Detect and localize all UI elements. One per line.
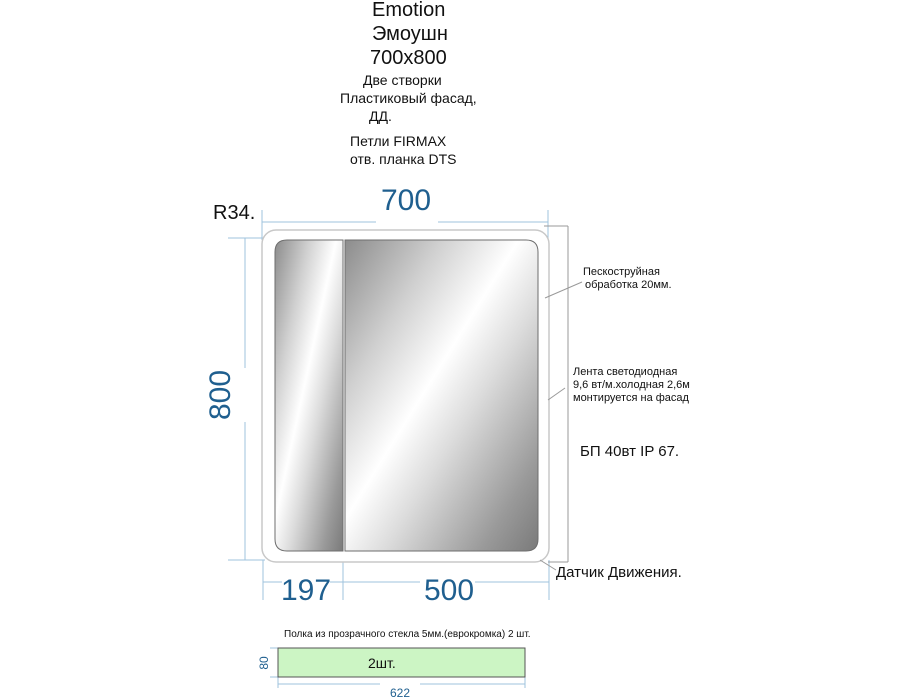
model-size: 700х800: [370, 47, 447, 69]
led-note-line1: Лента светодиодная: [573, 366, 678, 378]
dd-note: ДД.: [369, 108, 392, 124]
led-note-line3: монтируется на фасад: [573, 392, 689, 404]
shelf-quantity: 2шт.: [368, 655, 396, 671]
mirror-door-left: [275, 240, 343, 551]
sandblast-note-line1: Пескоструйная: [583, 266, 660, 278]
hinges-note: Петли FIRMAX: [350, 133, 447, 149]
shelf-glass: [278, 648, 525, 677]
model-name: Emotion: [372, 0, 446, 21]
corner-radius-label: R34.: [213, 202, 256, 224]
power-supply-note: БП 40вт IP 67.: [580, 443, 680, 460]
model-name-ru: Эмоушн: [372, 23, 448, 45]
facade-note: Пластиковый фасад,: [340, 90, 477, 106]
shelf-drawing: [270, 648, 525, 688]
shelf-width-label: 622: [390, 686, 411, 700]
sandblast-note-line2: обработка 20мм.: [585, 279, 672, 291]
height-dimension-label: 800: [204, 369, 237, 421]
width-dimension-label: 700: [381, 184, 432, 217]
mirror-door-right: [345, 240, 538, 551]
motion-sensor-note: Датчик Движения.: [556, 564, 682, 581]
shelf-caption: Полка из прозрачного стекла 5мм.(еврокромка) 2 шт.: [284, 629, 531, 640]
strike-plate-note: отв. планка DTS: [350, 151, 457, 167]
shelf-height-label: 80: [257, 656, 271, 670]
left-section-label: 197: [281, 574, 332, 607]
right-section-label: 500: [424, 574, 475, 607]
led-note-line2: 9,6 вт/м.холодная 2,6м: [573, 379, 690, 391]
doors-note: Две створки: [363, 72, 442, 88]
